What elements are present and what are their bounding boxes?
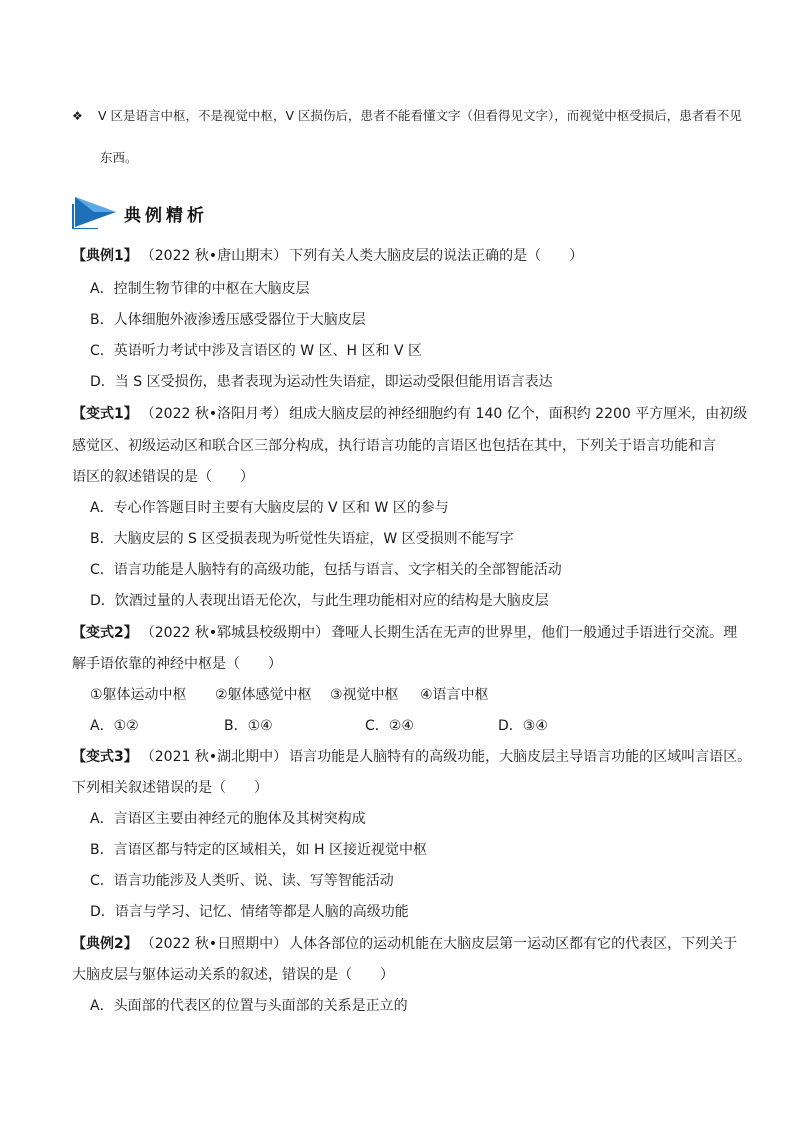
question-text: 人体各部位的运动机能在大脑皮层第一运动区都有它的代表区，下列关于 (289, 936, 738, 952)
question-3-option-c: C．②④ (365, 718, 414, 734)
question-source: （2022 秋•洛阳月考） (147, 406, 288, 422)
question-1-option-d: D．当 S 区受损伤，患者表现为运动性失语症，即运动受限但能用语言表达 (90, 374, 553, 390)
question-3-option-d: D．③④ (498, 718, 548, 734)
question-2-option-c: C．语言功能是人脑特有的高级功能，包括与语言、文字相关的全部智能活动 (90, 562, 562, 578)
question-1-stem (72, 245, 583, 267)
item-4: ④语言中枢 (420, 687, 489, 703)
question-2-option-d: D．饮酒过量的人表现出语无伦次，与此生理功能相对应的结构是大脑皮层 (90, 593, 549, 609)
question-5-stem-line-2: 大脑皮层与躯体运动关系的叙述，错误的是（ ） (72, 967, 394, 983)
question-2-option-a: A．专心作答题目时主要有大脑皮层的 V 区和 W 区的参与 (90, 500, 449, 516)
question-5-stem (72, 933, 737, 955)
question-4-option-d: D．语言与学习、记忆、情绪等都是人脑的高级功能 (90, 904, 409, 920)
question-tag: 【变式2】 (72, 625, 138, 641)
question-2-option-b: B．大脑皮层的 S 区受损表现为听觉性失语症，W 区受损则不能写字 (90, 531, 514, 547)
note-line-2: 东西。 (100, 150, 138, 165)
question-source: （2022 秋•唐山期末） (147, 248, 288, 264)
question-1-option-c: C．英语听力考试中涉及言语区的 W 区、H 区和 V 区 (90, 343, 422, 359)
question-tag: 【变式3】 (72, 749, 138, 765)
question-1-option-a: A．控制生物节律的中枢在大脑皮层 (90, 281, 310, 297)
question-source: （2021 秋•湖北期中） (147, 749, 288, 765)
question-text: 语言功能是人脑特有的高级功能，大脑皮层主导语言功能的区域叫言语区。 (289, 749, 752, 765)
question-tag: 【变式1】 (72, 406, 138, 422)
question-5-option-a: A．头面部的代表区的位置与头面部的关系是正立的 (90, 998, 408, 1014)
question-source: （2022 秋•日照期中） (147, 936, 288, 952)
item-2: ②躯体感觉中枢 (215, 687, 312, 703)
section-banner (72, 195, 272, 231)
question-4-stem (72, 746, 751, 768)
question-2-stem-line-3: 语区的叙述错误的是（ ） (72, 469, 254, 485)
question-tag: 【典例2】 (72, 936, 138, 952)
question-text: 下列有关人类大脑皮层的说法正确的是（ ） (289, 248, 584, 264)
question-4-option-c: C．语言功能涉及人类听、说、读、写等智能活动 (90, 873, 394, 889)
question-2-stem-line-2: 感觉区、初级运动区和联合区三部分构成，执行语言功能的言语区也包括在其中，下列关于语言功能和言 (72, 438, 716, 454)
question-text: 组成大脑皮层的神经细胞约有 140 亿个，面积约 2200 平方厘米，由初级 (289, 406, 748, 422)
item-1: ①躯体运动中枢 (90, 687, 187, 703)
question-3-stem-line-2: 解手语依靠的神经中枢是（ ） (72, 656, 282, 672)
section-title: 典例精析 (124, 206, 208, 226)
question-1-option-b: B．人体细胞外液渗透压感受器位于大脑皮层 (90, 312, 366, 328)
play-arrow-icon (72, 195, 120, 229)
question-source: （2022 秋•郓城县校级期中） (147, 625, 330, 641)
question-3-option-a: A．①② (90, 718, 139, 734)
note-line-1: V 区是语言中枢，不是视觉中枢，V 区损伤后，患者不能看懂文字（但看得见文字），而视觉中枢受损后，患者看不见 (98, 108, 742, 123)
question-2-stem (72, 403, 747, 425)
question-4-option-b: B．言语区都与特定的区域相关，如 H 区接近视觉中枢 (90, 842, 428, 858)
question-4-stem-line-2: 下列相关叙述错误的是（ ） (72, 780, 268, 796)
question-4-option-a: A．言语区主要由神经元的胞体及其树突构成 (90, 811, 366, 827)
question-3-stem (72, 622, 737, 644)
question-tag: 【典例1】 (72, 248, 138, 264)
question-text: 聋哑人长期生活在无声的世界里，他们一般通过手语进行交流。理 (331, 625, 738, 641)
item-3: ③视觉中枢 (330, 687, 399, 703)
question-3-option-b: B．①④ (224, 718, 273, 734)
diamond-bullet-icon: ❖ (72, 109, 83, 123)
